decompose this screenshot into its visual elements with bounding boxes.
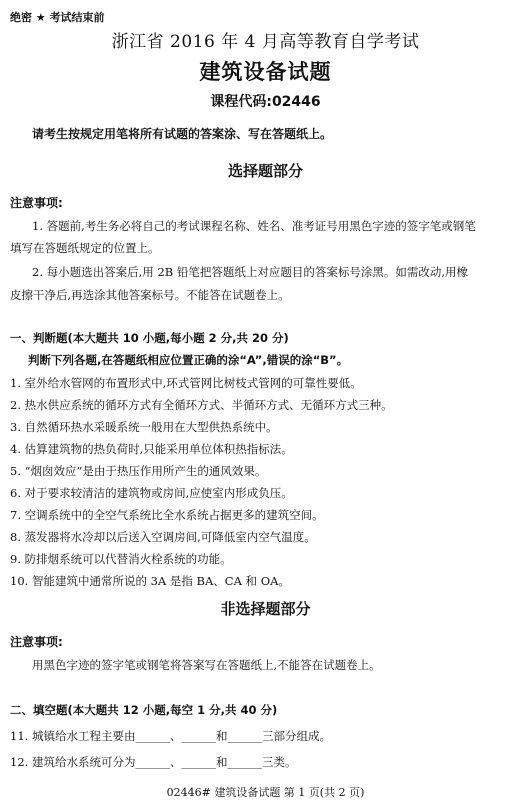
question-item: 6. 对于要求较清洁的建筑物或房间,应使室内形成负压。	[10, 486, 293, 500]
question-item: 2. 热水供应系统的循环方式有全循环方式、半循环方式、无循环方式三种。	[10, 398, 393, 412]
part1-note-line: 皮擦干净后,再选涂其他答案标号。不能答在试题卷上。	[10, 288, 290, 302]
general-instruction: 请考生按规定用笔将所有试题的答案涂、写在答题纸上。	[32, 127, 333, 141]
question-item: 10. 智能建筑中通常所说的 3A 是指 BA、CA 和 OA。	[10, 574, 290, 588]
part2-note: 用黑色字迹的签字笔或钢笔将答案写在答题纸上,不能答在试题卷上。	[32, 658, 381, 672]
question-item: 12. 建筑给水系统可分为______、______和______三类。	[10, 755, 297, 769]
section2-heading: 二、填空题(本大题共 12 小题,每空 1 分,共 40 分)	[10, 703, 278, 717]
section1-heading: 一、判断题(本大题共 10 小题,每小题 2 分,共 20 分)	[10, 331, 289, 345]
page-footer: 02446# 建筑设备试题 第 1 页(共 2 页)	[166, 786, 365, 799]
question-item: 1. 室外给水管网的布置形式中,环式管网比树枝式管网的可靠性要低。	[10, 376, 362, 390]
question-item: 11. 城镇给水工程主要由______、______和______三部分组成。	[10, 729, 331, 743]
part1-title: 选择题部分	[227, 162, 303, 180]
question-item: 8. 蒸发器将水冷却以后送入空调房间,可降低室内空气温度。	[10, 530, 316, 544]
course-code: 课程代码:02446	[210, 94, 321, 110]
question-item: 5. “烟囱效应”是由于热压作用所产生的通风效果。	[10, 464, 267, 478]
part2-notes-title: 注意事项:	[10, 635, 63, 649]
part2-title: 非选择题部分	[220, 600, 311, 618]
section1-instruction: 判断下列各题,在答题纸相应位置正确的涂“A”,错误的涂“B”。	[28, 353, 349, 367]
exam-title: 浙江省 2016 年 4 月高等教育自学考试	[111, 32, 420, 52]
part1-note-line: 填写在答题纸规定的位置上。	[10, 241, 160, 255]
question-item: 4. 估算建筑物的热负荷时,只能采用单位体积热指标法。	[10, 442, 293, 456]
question-item: 3. 自然循环热水采暖系统一般用在大型供热系统中。	[10, 420, 278, 434]
part1-notes-title: 注意事项:	[10, 196, 63, 210]
secret-mark: 绝密 ★ 考试结束前	[10, 11, 105, 24]
question-item: 7. 空调系统中的全空气系统比全水系统占据更多的建筑空间。	[10, 508, 324, 522]
part1-note-line: 2. 每小题选出答案后,用 2B 铅笔把答题纸上对应题目的答案标号涂黑。如需改动,用橡	[32, 265, 469, 279]
subject-title: 建筑设备试题	[199, 60, 332, 84]
question-item: 9. 防排烟系统可以代替消火栓系统的功能。	[10, 552, 232, 566]
part1-note-line: 1. 答题前,考生务必将自己的考试课程名称、姓名、准考证号用黑色字迹的签字笔或钢笔	[32, 219, 476, 233]
